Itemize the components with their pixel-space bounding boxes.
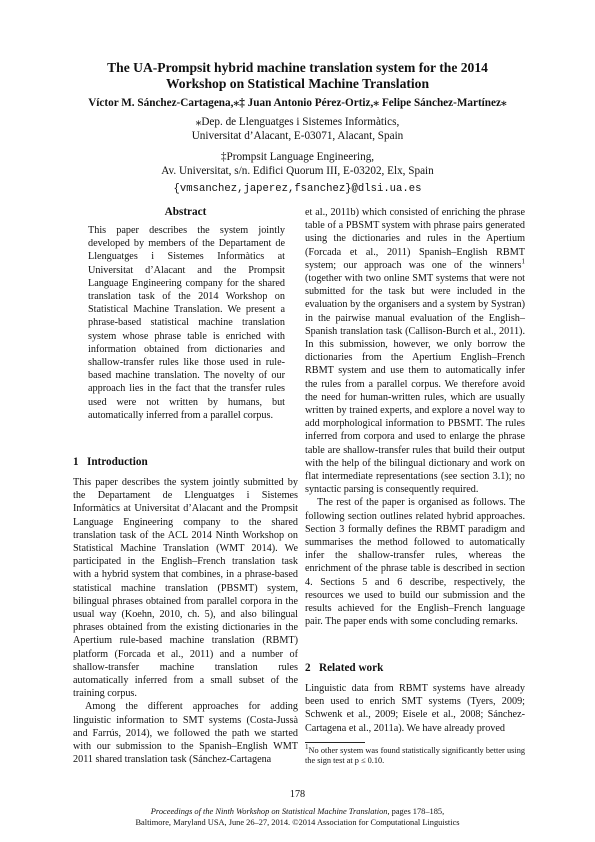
right-paragraph-1-start: et al., 2011b) which consisted of enriching the phrase table of a PBSMT system with phrase pairs generated using the dictionaries and rules in the Apertium (Forcada et al., 2011) Spanish–English RBMT system; our approach was one of the winners [305,207,525,271]
affiliation-2-line-2: Av. Universitat, s/n. Edifici Quorum III, E-03202, Elx, Spain [161,165,434,177]
author-list: Víctor M. Sánchez-Cartagena,⁎‡ Juan Antonio Pérez-Ortiz,⁎ Felipe Sánchez-Martínez⁎ [88,97,507,109]
right-column-body [305,206,525,629]
related-work-body [305,682,525,735]
footnote-text: No other system was found statistically significantly better using the sign test at p ≤ 0.10. [305,746,525,765]
section-heading-related-work: 2 Related work [305,662,384,674]
abstract-text [88,224,285,422]
abstract-paragraph: This paper describes the system jointly developed by members of the Departament de Llenguatges i Sistemes Informàtics at Universitat d’Alacant and the Prompsit Language Engineering company for the shared translation task of the 2014 Workshop on Statistical Machine Translation. We present a phrase-based statistical machine translation system whose phrase table is enriched with information obtained from dictionaries and shallow-transfer rules like those used in rule-based machine translation. The novelty of our approach lies in the fact that the transfer rules used were not written by humans, but automatically inferred from a parallel corpus. [88,225,285,421]
right-column-paragraph-2: The rest of the paper is organised as follows. The following section outlines related hybrid approaches. Section 3 formally defines the RBMT paradigm and summarises the method followed to automatically infer the shallow-transfer rules, whereas the enrichment of the phrase table is described in section 4. Sections 5 and 6 describe, respectively, the resources we used to build our submission and the results achieved for the English–French language pair. The paper ends with some concluding remarks. [305,497,525,628]
proceedings-line-2: Baltimore, Maryland USA, June 26–27, 2014. ©2014 Association for Computational Linguistics [135,817,460,827]
paper-title [60,60,535,92]
abstract-heading: Abstract [164,206,207,218]
proceedings-title: Proceedings of the Ninth Workshop on Statistical Machine Translation [150,807,388,816]
title-line-2: Workshop on Statistical Machine Translation [165,76,430,91]
affiliation-1-line-1: ⁎Dep. de Llenguatges i Sistemes Informàtics, [195,116,400,128]
affiliation-2-line-1: ‡Prompsit Language Engineering, [220,151,375,163]
footnote-divider [305,742,365,743]
affiliation-1 [40,115,555,143]
author-emails: {vmsanchez,japerez,fsanchez}@dlsi.ua.es [173,183,422,195]
introduction-body [73,476,298,766]
proceedings-footer [30,807,565,828]
affiliation-1-line-2: Universitat d’Alacant, E-03071, Alacant, Spain [191,130,404,142]
related-work-paragraph: Linguistic data from RBMT systems have already been used to enrich SMT systems (Tyers, 2009; Schwenk et al., 2009; Eisele et al., 2008; Sánchez-Cartagena et al., 2011a). We have already proved [305,683,525,734]
title-line-1: The UA-Prompsit hybrid machine translation system for the 2014 [107,60,488,75]
affiliation-2 [40,150,555,178]
section-heading-introduction: 1 Introduction [73,456,148,468]
right-column-paragraph-1 [305,206,525,496]
footnote-marker: 1 [521,257,525,266]
introduction-paragraph-1: This paper describes the system jointly submitted by the Departament de Llenguatges i Sistemes Informàtics at Universitat d’Alacant and the Prompsit Language Engineering company to the shared translation task of the ACL 2014 Ninth Workshop on Statistical Machine Translation (WMT 2014). We participated in the English–French translation task with a hybrid system that combines, in a phrase-based statistical machine translation (PBSMT) system, bilingual phrases obtained from parallel corpora in the usual way (Koehn, 2010, ch. 5), and also bilingual phrases obtained from the existing dictionaries in the Apertium rule-based machine translation (RBMT) platform (Forcada et al., 2011) and a number of shallow-transfer machine translation rules automatically inferred from a small subset of the training corpus. [73,477,298,700]
footnote [305,743,525,766]
proceedings-pages: , pages 178–185, [387,807,445,816]
right-paragraph-1-rest: (together with two online SMT systems that were not submitted for the task but were included in the evaluation by the organisers and a system by Systran) in the pairwise manual evaluation of the English–Spanish translation task (Callison-Burch et al., 2011). In this submission, however, we only borrow the dictionaries from the Apertium English–French RBMT system and use them to automatically infer the rules from a parallel corpus. We therefore avoid the need for human-written rules, which are usually written by trained experts, and explore a novel way to add morphological information to PBSMT. The rules inferred from corpora and used to enlarge the phrase table are shallow-transfer rules that build their output with the help of the bilingual dictionary and work on flat intermediate representations (see section 3.1); no syntactic parsing is consequently required. [305,273,525,496]
introduction-paragraph-2: Among the different approaches for adding linguistic information to SMT systems (Costa-Jussà and Farrús, 2014), we followed the path we started with our submission to the Spanish–English WMT 2011 shared translation task (Sánchez-Cartagena [73,701,298,766]
footnote-number: 1 [305,743,309,752]
page-number: 178 [289,789,306,800]
proceedings-line-1 [30,807,565,818]
